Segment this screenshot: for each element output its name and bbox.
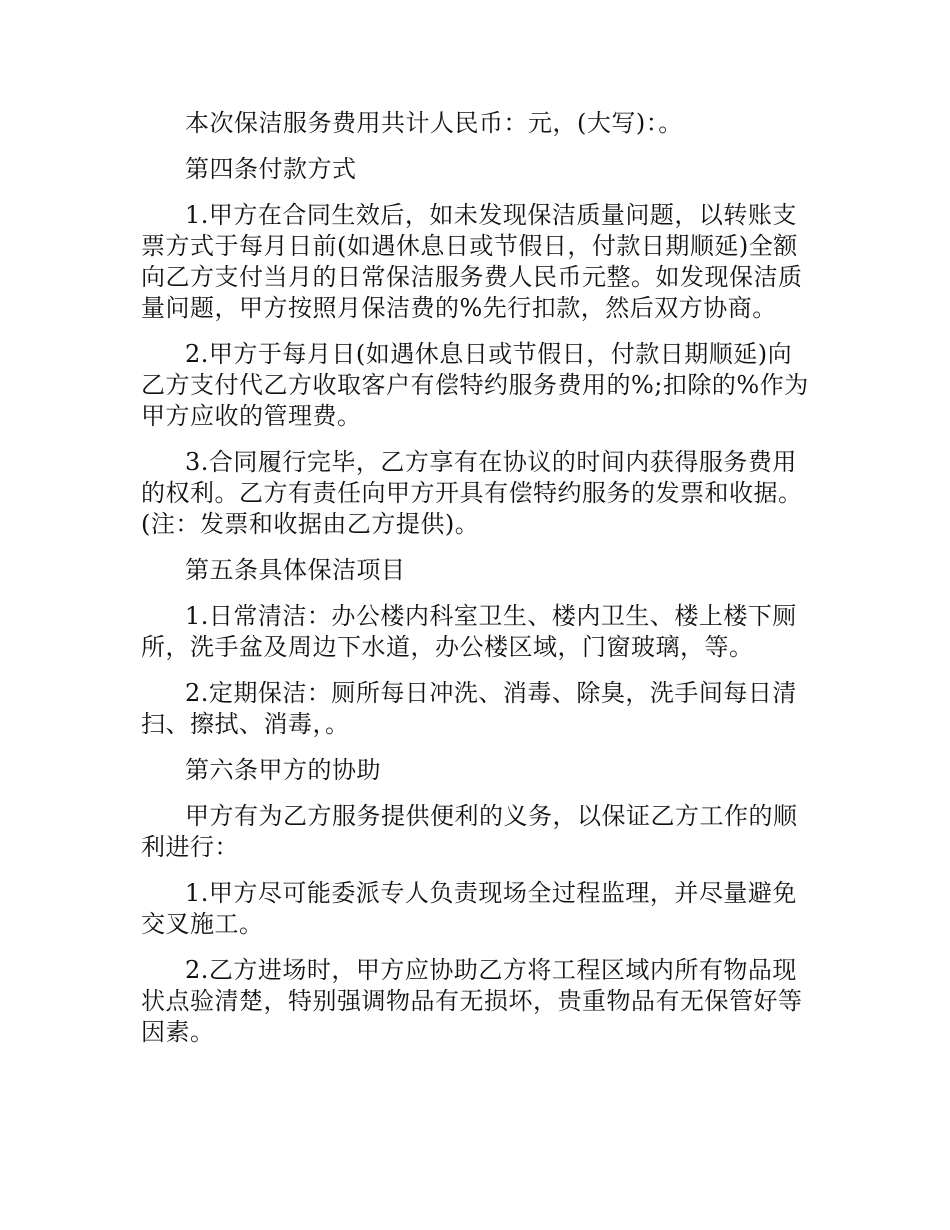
cleaning-item-1: 1.日常清洁：办公楼内科室卫生、楼内卫生、楼上楼下厕所，洗手盆及周边下水道，办公楼区域，门窗玻璃，等。: [141, 602, 797, 661]
payment-clause-3: 3.合同履行完毕，乙方享有在协议的时间内获得服务费用的权利。乙方有责任向甲方开具有偿特约服务的发票和收据。(注：发票和收据由乙方提供)。: [141, 448, 803, 538]
payment-clause-2: 2.甲方于每月日(如遇休息日或节假日，付款日期顺延)向乙方支付代乙方收取客户有偿特约服务费用的%;扣除的%作为甲方应收的管理费。: [141, 340, 809, 430]
fee-total-paragraph: 本次保洁服务费用共计人民币：元，(大写)：。: [185, 109, 683, 137]
document-body: [141, 108, 811, 1063]
article-5-heading: 第五条具体保洁项目: [185, 556, 406, 584]
payment-clause-1: 1.甲方在合同生效后，如未发现保洁质量问题，以转账支票方式于每月日前(如遇休息日或节假日，付款日期顺延)全额向乙方支付当月的日常保洁服务费人民币元整。如发现保洁质量问题，甲方按照月保洁费的%先行扣款，然后双方协商。: [141, 201, 803, 322]
assistance-item-1: 1.甲方尽可能委派专人负责现场全过程监理，并尽量避免交叉施工。: [141, 879, 797, 938]
cleaning-item-2: 2.定期保洁：厕所每日冲洗、消毒、除臭，洗手间每日清扫、擦拭、消毒，。: [141, 679, 797, 738]
assistance-intro: 甲方有为乙方服务提供便利的义务，以保证乙方工作的顺利进行：: [141, 802, 798, 861]
assistance-item-2: 2.乙方进场时，甲方应协助乙方将工程区域内所有物品现状点验清楚，特别强调物品有无损坏，贵重物品有无保管好等因素。: [141, 956, 803, 1046]
article-4-heading: 第四条付款方式: [185, 155, 357, 183]
article-6-heading: 第六条甲方的协助: [185, 756, 381, 784]
